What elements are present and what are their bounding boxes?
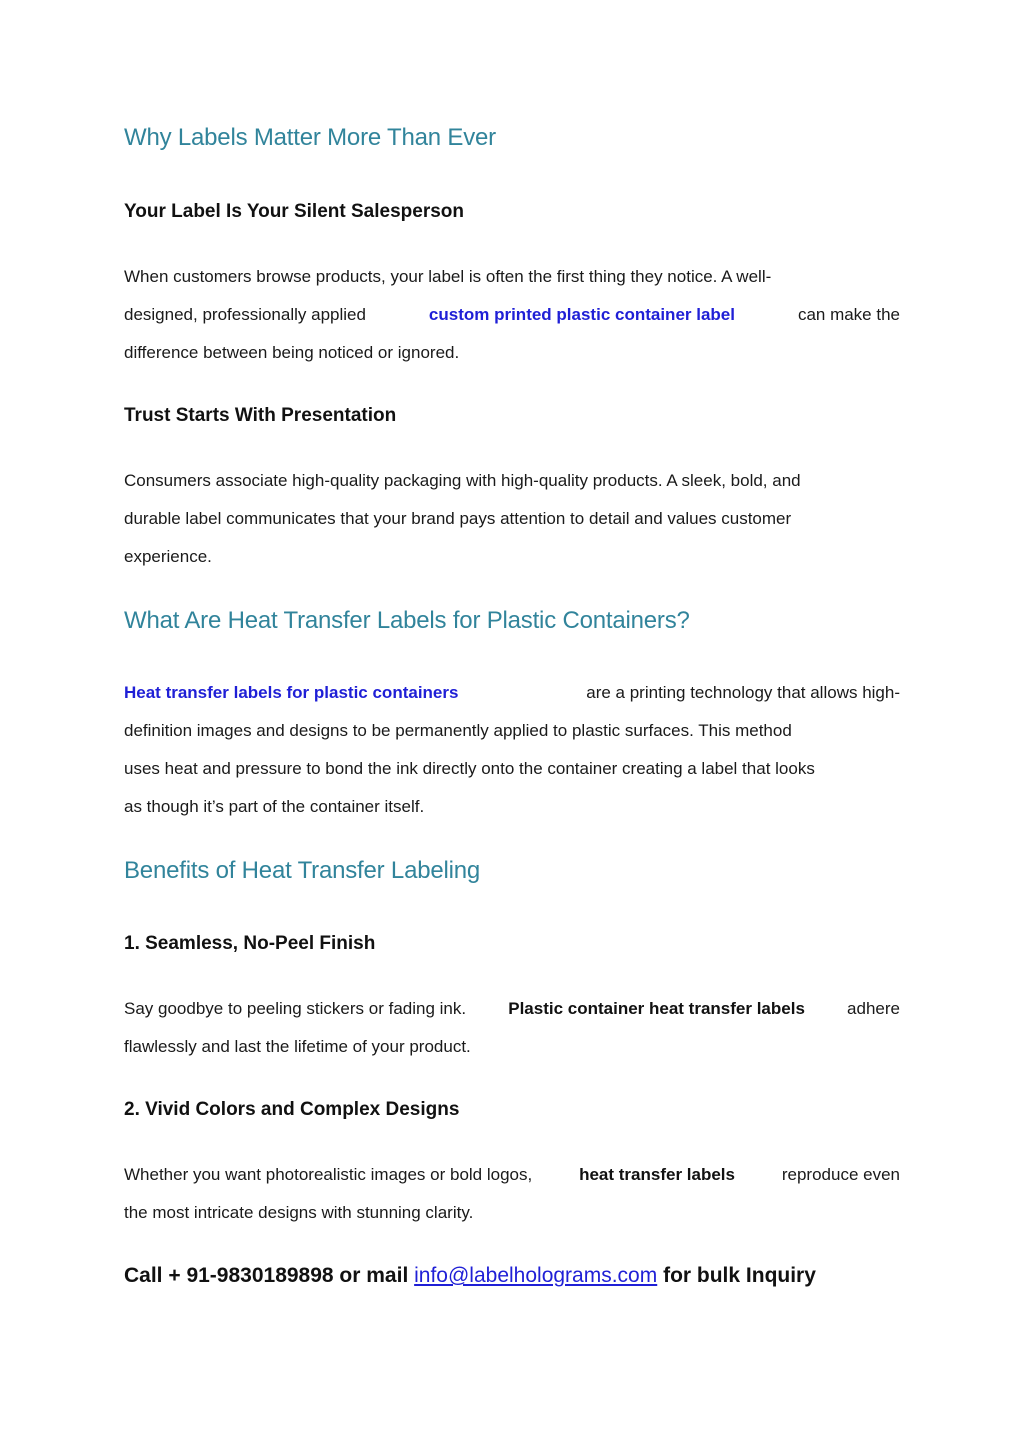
paragraph-line: experience. xyxy=(124,547,212,566)
paragraph-line xyxy=(124,1156,900,1194)
contact-cta xyxy=(124,1264,816,1288)
paragraph-line xyxy=(124,674,900,712)
paragraph-line: the most intricate designs with stunning clarity. xyxy=(124,1203,474,1222)
keyword-heat-transfer-labels: Heat transfer labels for plastic containers xyxy=(124,683,459,702)
paragraph-silent-salesperson xyxy=(124,258,900,372)
text-span: can make the xyxy=(797,305,900,324)
cta-text: Call + 91-9830189898 or mail xyxy=(124,1264,409,1287)
heading-benefits: Benefits of Heat Transfer Labeling xyxy=(124,857,481,884)
paragraph-line: flawlessly and last the lifetime of your product. xyxy=(124,1037,471,1056)
text-span: adhere xyxy=(847,999,900,1018)
paragraph-line: When customers browse products, your label is often the first thing they notice. A well- xyxy=(124,267,772,286)
subheading-trust-presentation: Trust Starts With Presentation xyxy=(124,405,397,426)
paragraph-what-are xyxy=(124,674,900,826)
paragraph-vivid-colors xyxy=(124,1156,900,1232)
cta-text: for bulk Inquiry xyxy=(663,1264,816,1287)
emphasis-plastic-container-labels: Plastic container heat transfer labels xyxy=(508,999,805,1018)
text-span: Say goodbye to peeling stickers or fading ink. xyxy=(124,999,467,1018)
text-span: are a printing technology that allows high- xyxy=(586,683,900,702)
text-span: reproduce even xyxy=(781,1165,900,1184)
paragraph-line: Consumers associate high-quality packaging with high-quality products. A sleek, bold, and xyxy=(124,471,801,490)
paragraph-line xyxy=(124,990,900,1028)
text-span: Whether you want photorealistic images or bold logos, xyxy=(124,1165,533,1184)
paragraph-line: definition images and designs to be permanently applied to plastic surfaces. This method xyxy=(124,721,792,740)
subheading-seamless-finish: 1. Seamless, No-Peel Finish xyxy=(124,933,376,954)
subheading-silent-salesperson: Your Label Is Your Silent Salesperson xyxy=(124,201,464,222)
paragraph-line: uses heat and pressure to bond the ink directly onto the container creating a label that looks xyxy=(124,759,815,778)
heading-what-are-heat-transfer: What Are Heat Transfer Labels for Plastic Containers? xyxy=(124,607,690,634)
text-span: designed, professionally applied xyxy=(124,305,366,324)
keyword-custom-printed-label: custom printed plastic container label xyxy=(428,305,735,324)
paragraph-trust-presentation xyxy=(124,462,900,576)
paragraph-line xyxy=(124,296,900,334)
paragraph-line: difference between being noticed or ignored. xyxy=(124,343,460,362)
subheading-vivid-colors: 2. Vivid Colors and Complex Designs xyxy=(124,1099,460,1120)
paragraph-seamless-finish xyxy=(124,990,900,1066)
emphasis-heat-transfer-labels: heat transfer labels xyxy=(579,1165,735,1184)
paragraph-line: as though it’s part of the container itself. xyxy=(124,797,425,816)
email-link[interactable]: info@labelholograms.com xyxy=(414,1264,658,1287)
heading-why-labels: Why Labels Matter More Than Ever xyxy=(124,124,496,151)
paragraph-line: durable label communicates that your brand pays attention to detail and values customer xyxy=(124,509,792,528)
